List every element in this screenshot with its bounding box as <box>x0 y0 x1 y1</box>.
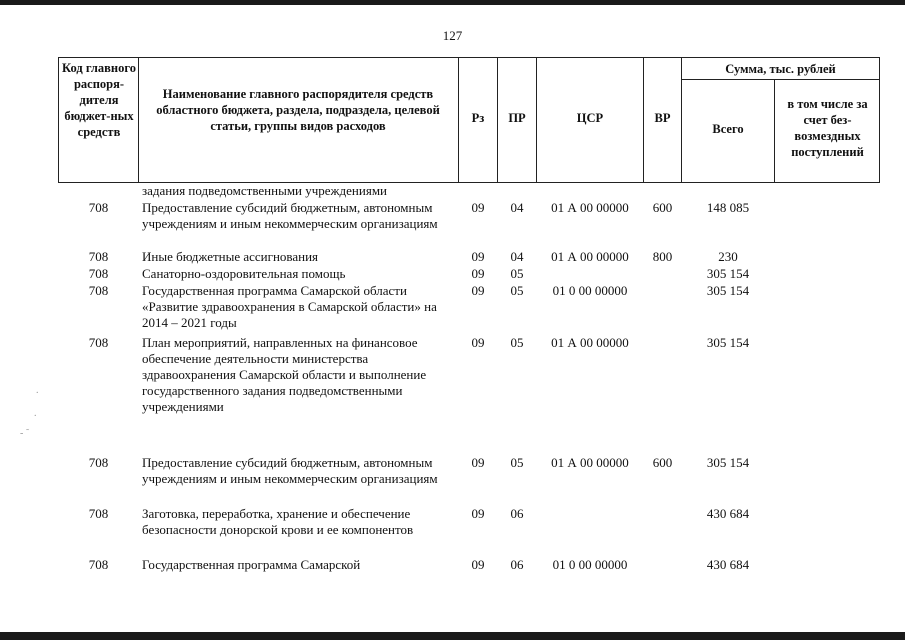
row-pr: 06 <box>510 506 524 521</box>
row-rz: 09 <box>471 266 485 281</box>
row-name: Заготовка, переработка, хранение и обеспечение безопасности донорской крови и ее компонентов <box>142 506 414 537</box>
header-top-line <box>58 57 880 58</box>
header-sum: Сумма, тыс. рублей <box>725 62 836 76</box>
row-name: задания подведомственными учреждениями <box>142 183 388 198</box>
header-csr: ЦСР <box>576 111 604 125</box>
row-csr: 01 0 00 00000 <box>552 283 628 298</box>
row-vr: 600 <box>652 200 673 215</box>
top-edge-bar <box>0 0 905 5</box>
header-col-line <box>58 57 59 183</box>
header-rz: Рз <box>471 111 485 125</box>
row-pr: 05 <box>510 335 524 350</box>
row-code: 708 <box>88 335 109 350</box>
row-code: 708 <box>88 506 109 521</box>
row-rz: 09 <box>471 200 485 215</box>
row-code: 708 <box>88 200 109 215</box>
header-total: Всего <box>712 122 744 136</box>
row-rz: 09 <box>471 335 485 350</box>
row-pr: 05 <box>510 266 524 281</box>
row-name: Иные бюджетные ассигнования <box>142 249 319 264</box>
row-pr: 05 <box>510 455 524 470</box>
header-name: Наименование главного распорядителя средств областного бюджета, раздела, подраздела, целевой статьи, группы видов расходов <box>156 87 440 133</box>
row-rz: 09 <box>471 557 485 572</box>
header-col-line <box>774 80 775 183</box>
row-total: 430 684 <box>706 557 750 572</box>
row-code: 708 <box>88 266 109 281</box>
row-total: 430 684 <box>706 506 750 521</box>
row-csr: 01 А 00 00000 <box>551 335 629 350</box>
header-vr: ВР <box>654 111 671 125</box>
header-incl: в том числе за счет без-возмездных поступлений <box>787 97 868 159</box>
row-name: Предоставление субсидий бюджетным, автономным учреждениям и иным некоммерческим организациям <box>142 200 438 231</box>
row-csr: 01 0 00 00000 <box>552 557 628 572</box>
page-number: 127 <box>442 28 463 43</box>
row-total: 230 <box>718 249 738 264</box>
header-col-line <box>138 57 139 183</box>
row-total: 305 154 <box>706 335 750 350</box>
row-rz: 09 <box>471 506 485 521</box>
row-total: 148 085 <box>706 200 750 215</box>
row-code: 708 <box>88 249 109 264</box>
header-code: Код главного распоря-дителя бюджет-ных средств <box>62 61 136 139</box>
header-pr: ПР <box>508 111 526 125</box>
row-name: Государственная программа Самарской <box>142 557 361 572</box>
scan-mark: . <box>36 385 39 396</box>
row-csr: 01 А 00 00000 <box>551 200 629 215</box>
bottom-edge-bar <box>0 632 905 640</box>
row-code: 708 <box>88 557 109 572</box>
row-name: Предоставление субсидий бюджетным, автономным учреждениям и иным некоммерческим организациям <box>142 455 438 486</box>
row-rz: 09 <box>471 455 485 470</box>
row-total: 305 154 <box>706 455 750 470</box>
row-total: 305 154 <box>706 283 750 298</box>
row-rz: 09 <box>471 249 485 264</box>
row-name: Санаторно-оздоровительная помощь <box>142 266 346 281</box>
row-pr: 04 <box>510 249 524 264</box>
row-pr: 04 <box>510 200 524 215</box>
row-code: 708 <box>88 455 109 470</box>
row-pr: 05 <box>510 283 524 298</box>
row-pr: 06 <box>510 557 524 572</box>
row-vr: 600 <box>652 455 673 470</box>
row-vr: 800 <box>652 249 673 264</box>
scan-mark: . <box>34 408 37 419</box>
row-name: Государственная программа Самарской области «Развитие здравоохранения в Самарской области» на 2014 – 2021 годы <box>142 283 437 330</box>
row-rz: 09 <box>471 283 485 298</box>
header-col-line <box>879 57 880 183</box>
row-total: 305 154 <box>706 266 750 281</box>
sum-subheader-line <box>681 79 880 80</box>
row-code: 708 <box>88 283 109 298</box>
row-name: План мероприятий, направленных на финансовое обеспечение деятельности министерства здравоохранения Самарской области и выполнение государственного задания подведомственными учреждениями <box>142 335 427 414</box>
row-csr: 01 А 00 00000 <box>551 455 629 470</box>
scan-mark: ‐ ˜ <box>20 428 30 439</box>
row-csr: 01 А 00 00000 <box>551 249 629 264</box>
